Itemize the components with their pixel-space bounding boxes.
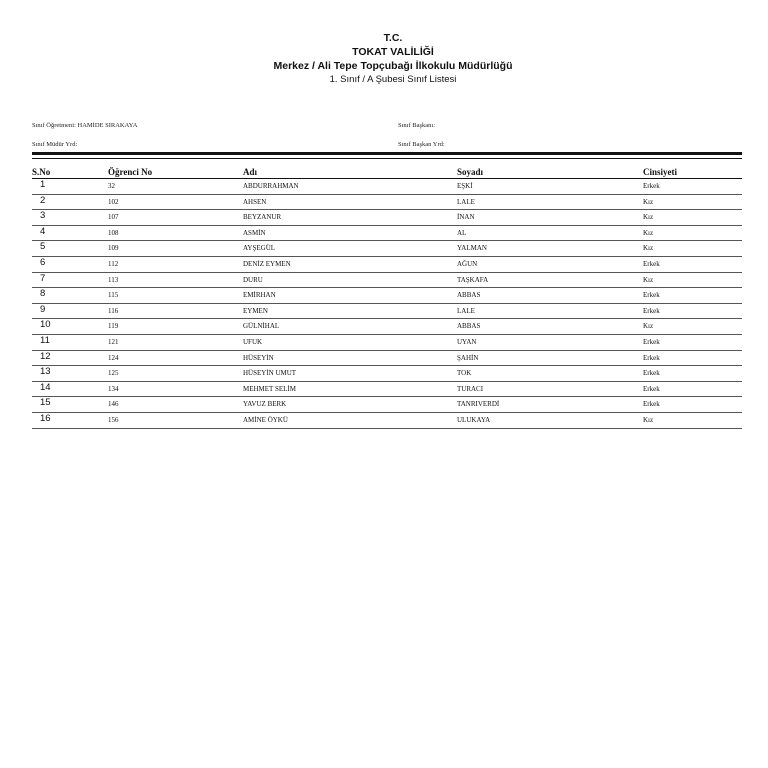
row-gender: Kız <box>643 244 654 253</box>
table-row <box>32 210 742 226</box>
row-surname: LALE <box>457 197 475 206</box>
row-surname: ABBAS <box>457 291 481 300</box>
row-gender: Erkek <box>643 259 660 268</box>
table-row <box>32 351 742 367</box>
row-gender: Kız <box>643 322 654 331</box>
row-sno: 13 <box>40 366 51 378</box>
row-surname: İNAN <box>457 213 475 222</box>
table-row <box>32 319 742 335</box>
row-gender: Erkek <box>643 369 660 378</box>
row-student-no: 119 <box>108 322 119 331</box>
row-surname: YALMAN <box>457 244 487 253</box>
table-row <box>32 179 742 195</box>
header-divider-thin <box>32 158 742 159</box>
row-surname: ULUKAYA <box>457 415 491 424</box>
row-name: HÜSEYİN <box>243 353 274 362</box>
row-sno: 7 <box>40 272 46 284</box>
row-sno: 16 <box>40 412 51 424</box>
row-gender: Kız <box>643 213 654 222</box>
vice-principal: Sınıf Müdür Yrd: <box>32 141 78 148</box>
row-surname: AL <box>457 228 467 237</box>
header-governorship: TOKAT VALİLİĞİ <box>352 46 434 58</box>
row-sno: 3 <box>40 210 46 222</box>
row-sno: 9 <box>40 303 46 315</box>
row-sno: 15 <box>40 397 51 409</box>
table-row <box>32 413 742 429</box>
row-name: AHSEN <box>243 197 267 206</box>
table-row <box>32 257 742 273</box>
row-gender: Erkek <box>643 291 660 300</box>
table-row <box>32 366 742 382</box>
row-name: ASMİN <box>243 228 266 237</box>
row-gender: Erkek <box>643 337 660 346</box>
row-sno: 11 <box>40 334 50 346</box>
row-name: DENİZ EYMEN <box>243 259 291 268</box>
table-row <box>32 241 742 257</box>
row-name: ABDURRAHMAN <box>243 182 299 190</box>
student-table <box>32 166 742 429</box>
header-divider-thick <box>32 152 742 155</box>
row-student-no: 121 <box>108 337 119 346</box>
row-sno: 8 <box>40 288 46 300</box>
row-gender: Kız <box>643 228 654 237</box>
row-gender: Erkek <box>643 384 660 393</box>
row-name: UFUK <box>243 337 263 346</box>
row-surname: ABBAS <box>457 322 481 331</box>
table-row <box>32 226 742 242</box>
row-gender: Erkek <box>643 353 660 362</box>
row-student-no: 124 <box>108 353 119 362</box>
row-name: EMİRHAN <box>243 291 276 300</box>
row-surname: LALE <box>457 306 475 315</box>
table-row <box>32 288 742 304</box>
table-row <box>32 335 742 351</box>
row-sno: 10 <box>40 319 51 331</box>
row-student-no: 113 <box>108 275 119 284</box>
row-surname: TURACI <box>457 384 484 393</box>
row-name: EYMEN <box>243 306 268 315</box>
row-student-no: 116 <box>108 306 119 315</box>
row-surname: AĞUN <box>457 259 478 268</box>
row-student-no: 125 <box>108 369 119 378</box>
row-sno: 12 <box>40 350 51 362</box>
class-teacher: Sınıf Öğretmeni: HAMİDE SIRAKAYA <box>32 122 138 129</box>
row-student-no: 32 <box>108 182 115 190</box>
table-row <box>32 304 742 320</box>
table-header <box>32 166 742 179</box>
row-name: YAVUZ BERK <box>243 400 287 409</box>
header-school: Merkez / Ali Tepe Topçubağı İlkokulu Müdürlüğü <box>273 60 513 72</box>
class-president: Sınıf Başkanı: <box>398 122 436 129</box>
row-surname: EŞKİ <box>457 182 473 190</box>
row-surname: ŞAHİN <box>457 353 479 362</box>
row-sno: 1 <box>40 179 46 190</box>
row-surname: UYAN <box>457 337 477 346</box>
row-student-no: 146 <box>108 400 119 409</box>
table-row <box>32 397 742 413</box>
row-name: AMİNE ÖYKÜ <box>243 415 288 424</box>
table-body <box>32 179 742 429</box>
header-tc: T.C. <box>383 32 403 44</box>
class-vice-president: Sınıf Başkan Yrd: <box>398 141 445 148</box>
row-sno: 5 <box>40 241 46 253</box>
row-name: DURU <box>243 275 263 284</box>
row-student-no: 107 <box>108 213 119 222</box>
row-sno: 4 <box>40 225 46 237</box>
header-class-title: 1. Sınıf / A Şubesi Sınıf Listesi <box>329 74 457 85</box>
document-header <box>0 32 768 87</box>
row-name: HÜSEYİN UMUT <box>243 369 297 378</box>
row-name: MEHMET SELİM <box>243 384 296 393</box>
table-row <box>32 382 742 398</box>
header-surname: Soyadı <box>457 167 484 177</box>
row-student-no: 109 <box>108 244 119 253</box>
header-name: Adı <box>243 167 258 177</box>
row-surname: TANRIVERDİ <box>457 400 500 409</box>
row-gender: Erkek <box>643 400 660 409</box>
table-row <box>32 195 742 211</box>
header-student-no: Öğrenci No <box>108 167 153 177</box>
row-name: BEYZANUR <box>243 213 282 222</box>
row-surname: TOK <box>457 369 472 378</box>
row-student-no: 115 <box>108 291 119 300</box>
row-sno: 6 <box>40 256 46 268</box>
row-gender: Erkek <box>643 182 660 190</box>
row-gender: Kız <box>643 415 654 424</box>
row-sno: 14 <box>40 381 51 393</box>
row-student-no: 156 <box>108 415 119 424</box>
header-sno: S.No <box>32 167 51 177</box>
row-student-no: 112 <box>108 259 119 268</box>
row-name: AYŞEGÜL <box>243 244 276 253</box>
row-student-no: 102 <box>108 197 119 206</box>
row-student-no: 134 <box>108 384 119 393</box>
row-sno: 2 <box>40 194 46 206</box>
row-name: GÜLNİHAL <box>243 322 280 331</box>
row-gender: Kız <box>643 275 654 284</box>
header-gender: Cinsiyeti <box>643 167 678 177</box>
row-gender: Kız <box>643 197 654 206</box>
row-student-no: 108 <box>108 228 119 237</box>
table-row <box>32 273 742 289</box>
row-surname: TAŞKAFA <box>457 275 489 284</box>
row-gender: Erkek <box>643 306 660 315</box>
